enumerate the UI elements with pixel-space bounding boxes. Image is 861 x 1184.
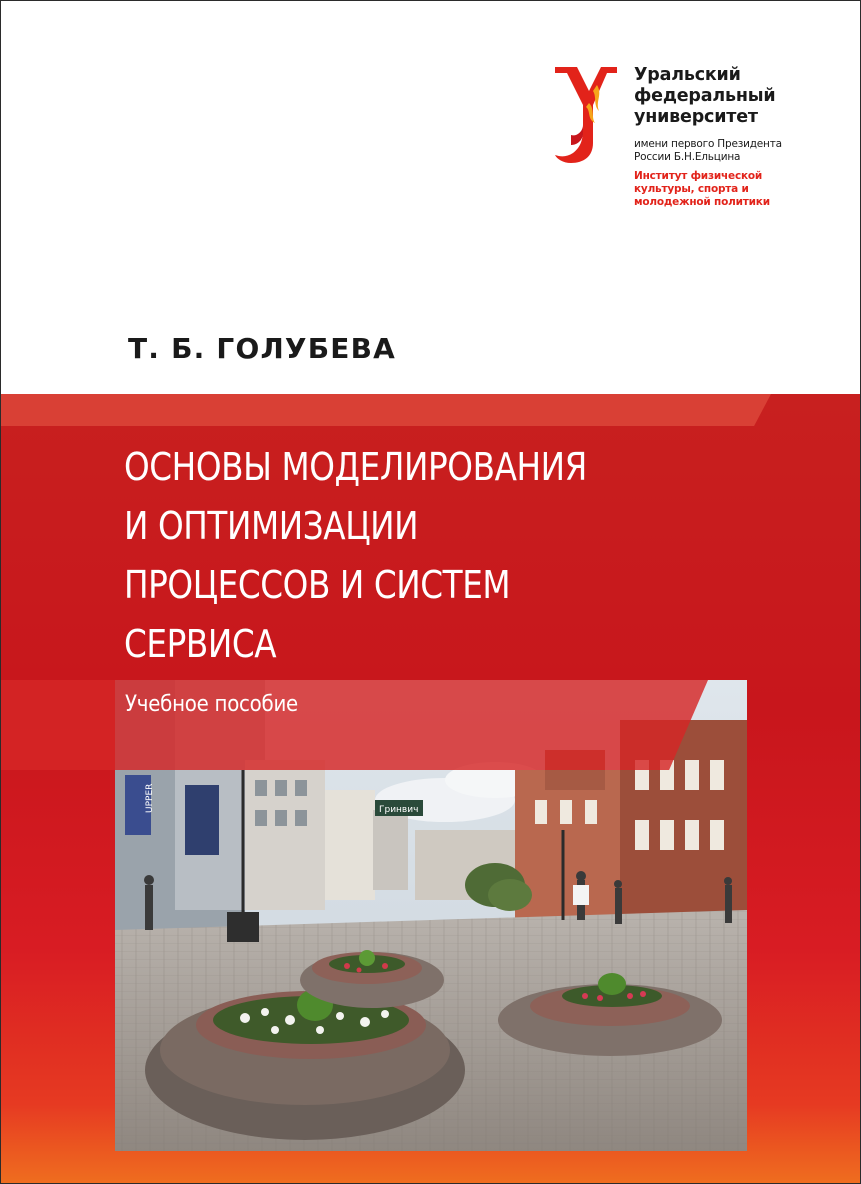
institute-name — [634, 170, 834, 209]
university-name-line: Уральский — [634, 65, 741, 85]
university-name — [634, 65, 834, 128]
book-title — [124, 438, 640, 674]
university-name-line: федеральный — [634, 86, 776, 106]
institute-line: культуры, спорта и — [634, 183, 749, 195]
grinvich-sign: Гринвич — [379, 805, 419, 815]
title-line: СЕРВИСА — [124, 622, 277, 666]
institute-line: молодежной политики — [634, 196, 770, 208]
institute-line: Институт физической — [634, 170, 763, 182]
title-line: ОСНОВЫ МОДЕЛИРОВАНИЯ — [124, 445, 587, 489]
university-name-line: университет — [634, 107, 758, 127]
university-subtitle — [634, 138, 834, 164]
author-name: Т. Б. ГОЛУБЕВА — [128, 332, 396, 365]
band-accent-stripe — [1, 394, 771, 426]
book-subtitle: Учебное пособие — [125, 692, 298, 717]
upper-sign: UPPER — [145, 783, 155, 813]
title-line: И ОПТИМИЗАЦИИ — [124, 504, 419, 548]
title-line: ПРОЦЕССОВ И СИСТЕМ — [124, 563, 511, 607]
university-sub-line: имени первого Президента — [634, 138, 782, 150]
urfu-logo-icon — [553, 65, 619, 165]
university-sub-line: России Б.Н.Ельцина — [634, 151, 741, 163]
subtitle-overlay — [1, 680, 708, 770]
